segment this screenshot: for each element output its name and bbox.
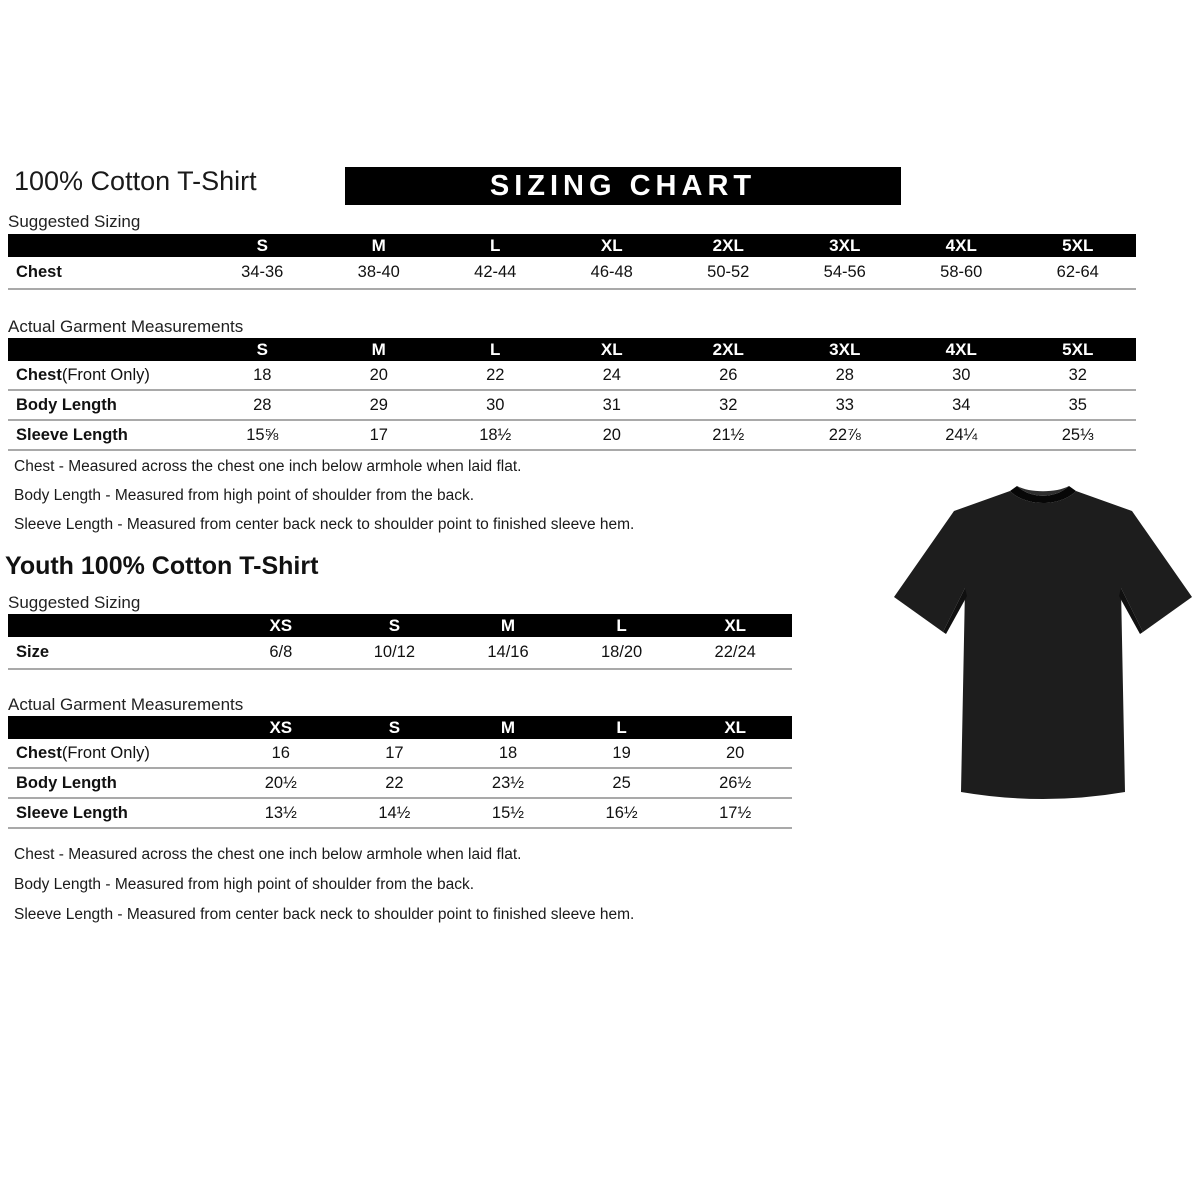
size-col-header: S	[388, 615, 401, 635]
cell-value: 22⅞	[828, 425, 861, 444]
note-line: Sleeve Length - Measured from center back neck to shoulder point to finished sleeve hem.	[14, 516, 635, 533]
cell-value: 21½	[712, 425, 745, 444]
size-col-header: XL	[724, 717, 747, 737]
cell-value: 19	[612, 743, 631, 762]
table-row-chest	[8, 257, 1136, 290]
cell-value: 38-40	[357, 263, 400, 281]
header-empty-cell	[8, 234, 204, 257]
size-col-header: 5XL	[1062, 235, 1094, 255]
row-label-text: Chest	[16, 263, 62, 281]
row-label	[8, 739, 224, 767]
row-label	[8, 637, 224, 668]
size-col-header: S	[256, 339, 268, 359]
cell-value: 14½	[378, 803, 411, 822]
cell-value: 28	[253, 395, 272, 414]
header-empty-cell	[8, 338, 204, 361]
cell-value: 13½	[264, 803, 297, 822]
row-label-text: Sleeve Length	[16, 425, 128, 444]
row-label-text: Size	[16, 643, 50, 661]
size-col-header: 3XL	[829, 339, 861, 359]
cell-value: 42-44	[474, 263, 517, 281]
table-row-body-length	[8, 769, 792, 799]
row-label-text: Chest	[16, 365, 62, 384]
row-label	[8, 391, 204, 419]
note-line: Chest - Measured across the chest one inch below armhole when laid flat.	[14, 846, 522, 863]
cell-value: 10/12	[373, 643, 416, 661]
table-row-chest-front-only	[8, 739, 792, 769]
size-col-header: XL	[724, 615, 747, 635]
cell-value: 18	[498, 743, 518, 762]
cell-value: 17½	[719, 803, 752, 822]
cell-value: 20	[602, 425, 621, 444]
youth-section-title: Youth 100% Cotton T-Shirt	[5, 552, 319, 580]
size-col-header: XL	[600, 339, 623, 359]
size-col-header: M	[371, 235, 386, 255]
cell-value: 30	[486, 395, 505, 414]
adult-suggested-sizing-label: Suggested Sizing	[8, 212, 141, 231]
cell-value: 46-48	[590, 263, 633, 281]
size-col-header: L	[490, 339, 501, 359]
row-label	[8, 421, 204, 449]
cell-value: 22	[385, 773, 404, 792]
size-col-header: L	[616, 717, 627, 737]
cell-value: 22	[486, 365, 505, 384]
table-row-sleeve-length	[8, 421, 1136, 451]
note-line: Sleeve Length - Measured from center back neck to shoulder point to finished sleeve hem.	[14, 906, 635, 923]
cell-value: 15⅝	[246, 425, 279, 444]
adult-suggested-sizing-table	[8, 234, 1136, 290]
cell-value: 17	[369, 425, 388, 444]
cell-value: 58-60	[940, 263, 983, 281]
cell-value: 17	[385, 743, 404, 762]
cell-value: 29	[369, 395, 388, 414]
table-row-body-length	[8, 391, 1136, 421]
cell-value: 16½	[605, 803, 638, 822]
cell-value: 34	[952, 395, 971, 414]
cell-value: 18½	[479, 425, 512, 444]
page-title: 100% Cotton T-Shirt	[14, 166, 257, 196]
sizing-chart-banner	[345, 167, 901, 205]
cell-value: 18/20	[600, 643, 643, 661]
size-col-header: 5XL	[1062, 339, 1094, 359]
youth-suggested-sizing-label: Suggested Sizing	[8, 593, 141, 612]
note-line: Chest - Measured across the chest one inch below armhole when laid flat.	[14, 458, 522, 475]
cell-value: 32	[719, 395, 738, 414]
row-label-text: Body Length	[16, 395, 117, 414]
cell-value: 35	[1068, 395, 1087, 414]
row-label-text: Sleeve Length	[16, 803, 128, 822]
note-line: Body Length - Measured from high point of shoulder from the back.	[14, 487, 475, 504]
row-label	[8, 361, 204, 389]
table-header-row	[8, 234, 1136, 257]
youth-measurement-notes	[14, 840, 634, 930]
cell-value: 50-52	[707, 263, 750, 281]
size-col-header: 2XL	[712, 235, 744, 255]
row-label	[8, 769, 224, 797]
cell-value: 28	[835, 365, 854, 384]
row-label-suffix: (Front Only)	[61, 365, 150, 384]
cell-value: 20½	[264, 773, 297, 792]
header-empty-cell	[8, 716, 224, 739]
table-header-row	[8, 614, 792, 637]
tshirt-product-image	[893, 476, 1193, 821]
cell-value: 20	[369, 365, 388, 384]
table-row-chest-front-only	[8, 361, 1136, 391]
size-col-header: XL	[600, 235, 623, 255]
size-col-header: M	[500, 615, 516, 635]
size-col-header: XS	[269, 717, 293, 737]
row-label-text: Chest	[16, 743, 62, 762]
table-header-row	[8, 716, 792, 739]
cell-value: 24	[602, 365, 621, 384]
adult-measurement-notes	[14, 452, 634, 539]
cell-value: 22/24	[714, 643, 756, 661]
size-col-header: M	[371, 339, 386, 359]
cell-value: 25⅓	[1061, 425, 1094, 444]
adult-actual-measurements-label: Actual Garment Measurements	[8, 317, 244, 336]
cell-value: 32	[1068, 365, 1087, 384]
cell-value: 33	[835, 395, 854, 414]
cell-value: 15½	[491, 803, 525, 822]
row-label-text: Body Length	[16, 773, 117, 792]
row-label-suffix: (Front Only)	[61, 743, 150, 762]
size-col-header: L	[490, 235, 501, 255]
size-col-header: XS	[269, 615, 293, 635]
row-label	[8, 799, 224, 827]
header-empty-cell	[8, 614, 224, 637]
cell-value: 18	[253, 365, 272, 384]
cell-value: 24¼	[945, 425, 978, 444]
cell-value: 20	[726, 743, 745, 762]
size-col-header: 4XL	[945, 339, 977, 359]
youth-actual-measurements-label: Actual Garment Measurements	[8, 695, 244, 714]
cell-value: 6/8	[269, 643, 293, 661]
cell-value: 26	[719, 365, 738, 384]
cell-value: 54-56	[823, 263, 866, 281]
youth-actual-measurements-table	[8, 716, 792, 829]
size-col-header: 2XL	[712, 339, 744, 359]
cell-value: 23½	[491, 773, 525, 792]
size-col-header: M	[500, 717, 516, 737]
cell-value: 26½	[719, 773, 752, 792]
cell-value: 25	[612, 773, 631, 792]
size-col-header: S	[256, 235, 268, 255]
youth-suggested-sizing-table	[8, 614, 792, 670]
row-label	[8, 257, 204, 288]
cell-value: 62-64	[1056, 263, 1099, 281]
cell-value: 16	[271, 743, 290, 762]
cell-value: 14/16	[487, 643, 529, 661]
cell-value: 30	[952, 365, 971, 384]
size-col-header: L	[616, 615, 627, 635]
table-header-row	[8, 338, 1136, 361]
size-col-header: 3XL	[829, 235, 861, 255]
table-row-size	[8, 637, 792, 670]
table-row-sleeve-length	[8, 799, 792, 829]
cell-value: 31	[602, 395, 621, 414]
adult-actual-measurements-table	[8, 338, 1136, 451]
tshirt-illustration	[893, 476, 1193, 821]
cell-value: 34-36	[241, 263, 284, 281]
size-col-header: S	[388, 717, 401, 737]
note-line: Body Length - Measured from high point of shoulder from the back.	[14, 876, 475, 893]
sizing-chart-banner-text: SIZING CHART	[489, 169, 757, 202]
size-col-header: 4XL	[945, 235, 977, 255]
